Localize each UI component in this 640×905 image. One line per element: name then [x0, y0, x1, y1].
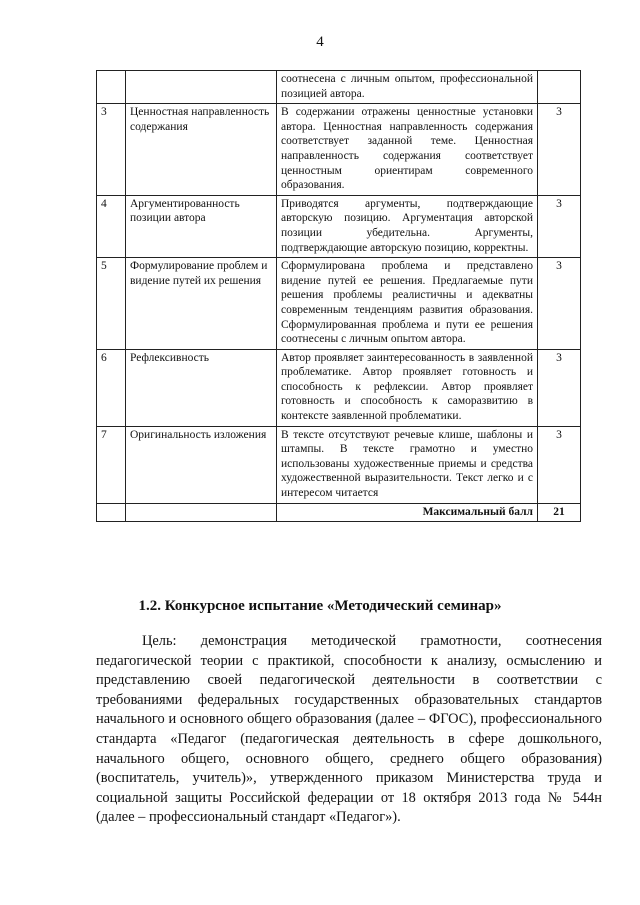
- section-heading: 1.2. Конкурсное испытание «Методический семинар»: [138, 598, 502, 614]
- criterion-description: Сформулирована проблема и представлено видение путей ее решения. Предлагаемые пути решения проблемы реалистичны и адекватны современным тенденциям развития образования. Сформулированная проблема и пути ее решения соотнесены с личным опытом автора.: [277, 258, 538, 350]
- criterion-name: Аргументированность позиции автора: [126, 195, 277, 257]
- criterion-number: 3: [97, 104, 126, 196]
- criterion-description: В тексте отсутствуют речевые клише, шаблоны и штампы. В тексте грамотно и уместно использованы художественные приемы и средства художественной выразительности. Текст легко и с интересом читается: [277, 426, 538, 503]
- purpose-paragraph: Цель: демонстрация методической грамотности, соотнесения педагогической теории с практикой, способности к анализу, осмыслению и представлению своей педагогической деятельности в соответствии с требованиями федеральных государственных образовательных стандартов начального и основного общего образования (далее – ФГОС), профессионального стандарта «Педагог (педагогическая деятельность в сфере дошкольного, начального общего, основного общего, среднего общего образования) (воспитатель, учитель)», утвержденного приказом Министерства труда и социальной защиты Российской федерации от 18 октября 2013 года № 544н (далее – профессиональный стандарт «Педагог»).: [96, 633, 602, 826]
- criterion-number: 7: [97, 426, 126, 503]
- criterion-name: Ценностная направленность содержания: [126, 104, 277, 196]
- page-number: 4: [316, 34, 324, 50]
- criterion-description: соотнесена с личным опытом, профессиональной позицией автора.: [277, 71, 538, 104]
- criterion-score: 3: [538, 258, 581, 350]
- criteria-table: [96, 70, 581, 522]
- table-row-continuation: [97, 71, 581, 104]
- table-row-total: [97, 503, 581, 522]
- criterion-score: 3: [538, 195, 581, 257]
- criterion-name: Формулирование проблем и видение путей их решения: [126, 258, 277, 350]
- total-value: 21: [538, 503, 581, 522]
- criterion-name: Рефлексивность: [126, 349, 277, 426]
- table-row: [97, 349, 581, 426]
- criterion-score: 3: [538, 349, 581, 426]
- total-label: Максимальный балл: [277, 503, 538, 522]
- table-row: [97, 104, 581, 196]
- criterion-description: Приводятся аргументы, подтверждающие авторскую позицию. Аргументация авторской позиции убедительна. Аргументы, подтверждающие авторскую позицию, корректны.: [277, 195, 538, 257]
- criterion-name: Оригинальность изложения: [126, 426, 277, 503]
- criterion-number: 6: [97, 349, 126, 426]
- criterion-description: Автор проявляет заинтересованность в заявленной проблематике. Автор проявляет готовность и способность к рефлексии. Автор проявляет готовность и способность к саморазвитию в контексте заявленной проблематики.: [277, 349, 538, 426]
- table-row: [97, 426, 581, 503]
- criterion-score: 3: [538, 426, 581, 503]
- criterion-score: 3: [538, 104, 581, 196]
- criterion-number: 4: [97, 195, 126, 257]
- table-row: [97, 258, 581, 350]
- criterion-description: В содержании отражены ценностные установки автора. Ценностная направленность содержания соответствует заданной теме. Ценностная направленность содержания соответствует ценностным ориентирам современного образования.: [277, 104, 538, 196]
- criterion-number: 5: [97, 258, 126, 350]
- table-row: [97, 195, 581, 257]
